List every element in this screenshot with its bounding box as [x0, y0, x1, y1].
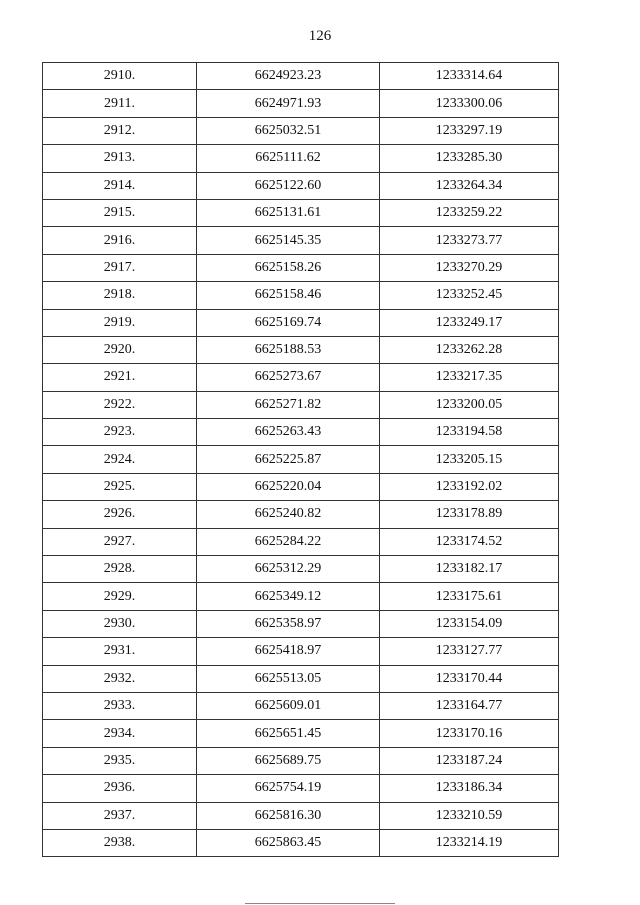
table-row [43, 336, 559, 363]
point-number-cell: 2914. [43, 172, 197, 199]
y-coordinate-cell: 1233259.22 [380, 199, 559, 226]
y-coordinate-cell: 1233164.77 [380, 692, 559, 719]
table-row [43, 692, 559, 719]
table-row [43, 583, 559, 610]
y-coordinate-cell: 1233300.06 [380, 90, 559, 117]
table-row [43, 446, 559, 473]
point-number-cell: 2925. [43, 473, 197, 500]
point-number-cell: 2931. [43, 638, 197, 665]
table-row [43, 747, 559, 774]
x-coordinate-cell: 6625651.45 [197, 720, 380, 747]
table-row [43, 419, 559, 446]
point-number-cell: 2926. [43, 501, 197, 528]
y-coordinate-cell: 1233249.17 [380, 309, 559, 336]
y-coordinate-cell: 1233285.30 [380, 145, 559, 172]
y-coordinate-cell: 1233170.16 [380, 720, 559, 747]
x-coordinate-cell: 6625032.51 [197, 117, 380, 144]
point-number-cell: 2919. [43, 309, 197, 336]
x-coordinate-cell: 6625754.19 [197, 775, 380, 802]
point-number-cell: 2933. [43, 692, 197, 719]
x-coordinate-cell: 6625418.97 [197, 638, 380, 665]
point-number-cell: 2927. [43, 528, 197, 555]
y-coordinate-cell: 1233252.45 [380, 282, 559, 309]
y-coordinate-cell: 1233270.29 [380, 254, 559, 281]
point-number-cell: 2916. [43, 227, 197, 254]
x-coordinate-cell: 6625689.75 [197, 747, 380, 774]
table-row [43, 391, 559, 418]
x-coordinate-cell: 6625312.29 [197, 556, 380, 583]
x-coordinate-cell: 6625263.43 [197, 419, 380, 446]
table-row [43, 720, 559, 747]
table-row [43, 610, 559, 637]
point-number-cell: 2910. [43, 63, 197, 90]
x-coordinate-cell: 6625273.67 [197, 364, 380, 391]
y-coordinate-cell: 1233200.05 [380, 391, 559, 418]
y-coordinate-cell: 1233170.44 [380, 665, 559, 692]
point-number-cell: 2932. [43, 665, 197, 692]
point-number-cell: 2913. [43, 145, 197, 172]
table-row [43, 638, 559, 665]
x-coordinate-cell: 6625284.22 [197, 528, 380, 555]
point-number-cell: 2938. [43, 829, 197, 856]
y-coordinate-cell: 1233192.02 [380, 473, 559, 500]
table-row [43, 63, 559, 90]
table-row [43, 775, 559, 802]
y-coordinate-cell: 1233217.35 [380, 364, 559, 391]
point-number-cell: 2911. [43, 90, 197, 117]
y-coordinate-cell: 1233210.59 [380, 802, 559, 829]
point-number-cell: 2915. [43, 199, 197, 226]
table-row [43, 199, 559, 226]
table-row [43, 829, 559, 856]
y-coordinate-cell: 1233175.61 [380, 583, 559, 610]
y-coordinate-cell: 1233154.09 [380, 610, 559, 637]
table-row [43, 282, 559, 309]
y-coordinate-cell: 1233205.15 [380, 446, 559, 473]
x-coordinate-cell: 6625358.97 [197, 610, 380, 637]
x-coordinate-cell: 6625609.01 [197, 692, 380, 719]
point-number-cell: 2928. [43, 556, 197, 583]
x-coordinate-cell: 6625349.12 [197, 583, 380, 610]
x-coordinate-cell: 6624923.23 [197, 63, 380, 90]
point-number-cell: 2937. [43, 802, 197, 829]
y-coordinate-cell: 1233127.77 [380, 638, 559, 665]
x-coordinate-cell: 6625122.60 [197, 172, 380, 199]
x-coordinate-cell: 6625169.74 [197, 309, 380, 336]
point-number-cell: 2918. [43, 282, 197, 309]
x-coordinate-cell: 6625158.26 [197, 254, 380, 281]
table-row [43, 172, 559, 199]
y-coordinate-cell: 1233314.64 [380, 63, 559, 90]
point-number-cell: 2924. [43, 446, 197, 473]
page-number: 126 [308, 28, 332, 44]
y-coordinate-cell: 1233214.19 [380, 829, 559, 856]
x-coordinate-cell: 6625271.82 [197, 391, 380, 418]
table-row [43, 802, 559, 829]
table-row [43, 501, 559, 528]
point-number-cell: 2917. [43, 254, 197, 281]
point-number-cell: 2921. [43, 364, 197, 391]
table-row [43, 117, 559, 144]
y-coordinate-cell: 1233194.58 [380, 419, 559, 446]
table-row [43, 254, 559, 281]
point-number-cell: 2923. [43, 419, 197, 446]
point-number-cell: 2922. [43, 391, 197, 418]
table-row [43, 556, 559, 583]
x-coordinate-cell: 6624971.93 [197, 90, 380, 117]
table-row [43, 528, 559, 555]
bottom-rule [245, 903, 395, 904]
coordinates-table [42, 62, 559, 857]
point-number-cell: 2930. [43, 610, 197, 637]
x-coordinate-cell: 6625863.45 [197, 829, 380, 856]
y-coordinate-cell: 1233178.89 [380, 501, 559, 528]
x-coordinate-cell: 6625188.53 [197, 336, 380, 363]
table-row [43, 145, 559, 172]
point-number-cell: 2936. [43, 775, 197, 802]
point-number-cell: 2934. [43, 720, 197, 747]
point-number-cell: 2912. [43, 117, 197, 144]
x-coordinate-cell: 6625220.04 [197, 473, 380, 500]
coordinates-table-body [43, 63, 559, 857]
y-coordinate-cell: 1233273.77 [380, 227, 559, 254]
y-coordinate-cell: 1233264.34 [380, 172, 559, 199]
x-coordinate-cell: 6625816.30 [197, 802, 380, 829]
table-row [43, 473, 559, 500]
table-row [43, 364, 559, 391]
x-coordinate-cell: 6625513.05 [197, 665, 380, 692]
point-number-cell: 2920. [43, 336, 197, 363]
table-row [43, 309, 559, 336]
x-coordinate-cell: 6625131.61 [197, 199, 380, 226]
x-coordinate-cell: 6625240.82 [197, 501, 380, 528]
y-coordinate-cell: 1233186.34 [380, 775, 559, 802]
x-coordinate-cell: 6625145.35 [197, 227, 380, 254]
y-coordinate-cell: 1233182.17 [380, 556, 559, 583]
table-row [43, 665, 559, 692]
y-coordinate-cell: 1233187.24 [380, 747, 559, 774]
y-coordinate-cell: 1233297.19 [380, 117, 559, 144]
point-number-cell: 2935. [43, 747, 197, 774]
x-coordinate-cell: 6625225.87 [197, 446, 380, 473]
y-coordinate-cell: 1233174.52 [380, 528, 559, 555]
x-coordinate-cell: 6625158.46 [197, 282, 380, 309]
table-row [43, 90, 559, 117]
x-coordinate-cell: 6625111.62 [197, 145, 380, 172]
table-row [43, 227, 559, 254]
y-coordinate-cell: 1233262.28 [380, 336, 559, 363]
point-number-cell: 2929. [43, 583, 197, 610]
